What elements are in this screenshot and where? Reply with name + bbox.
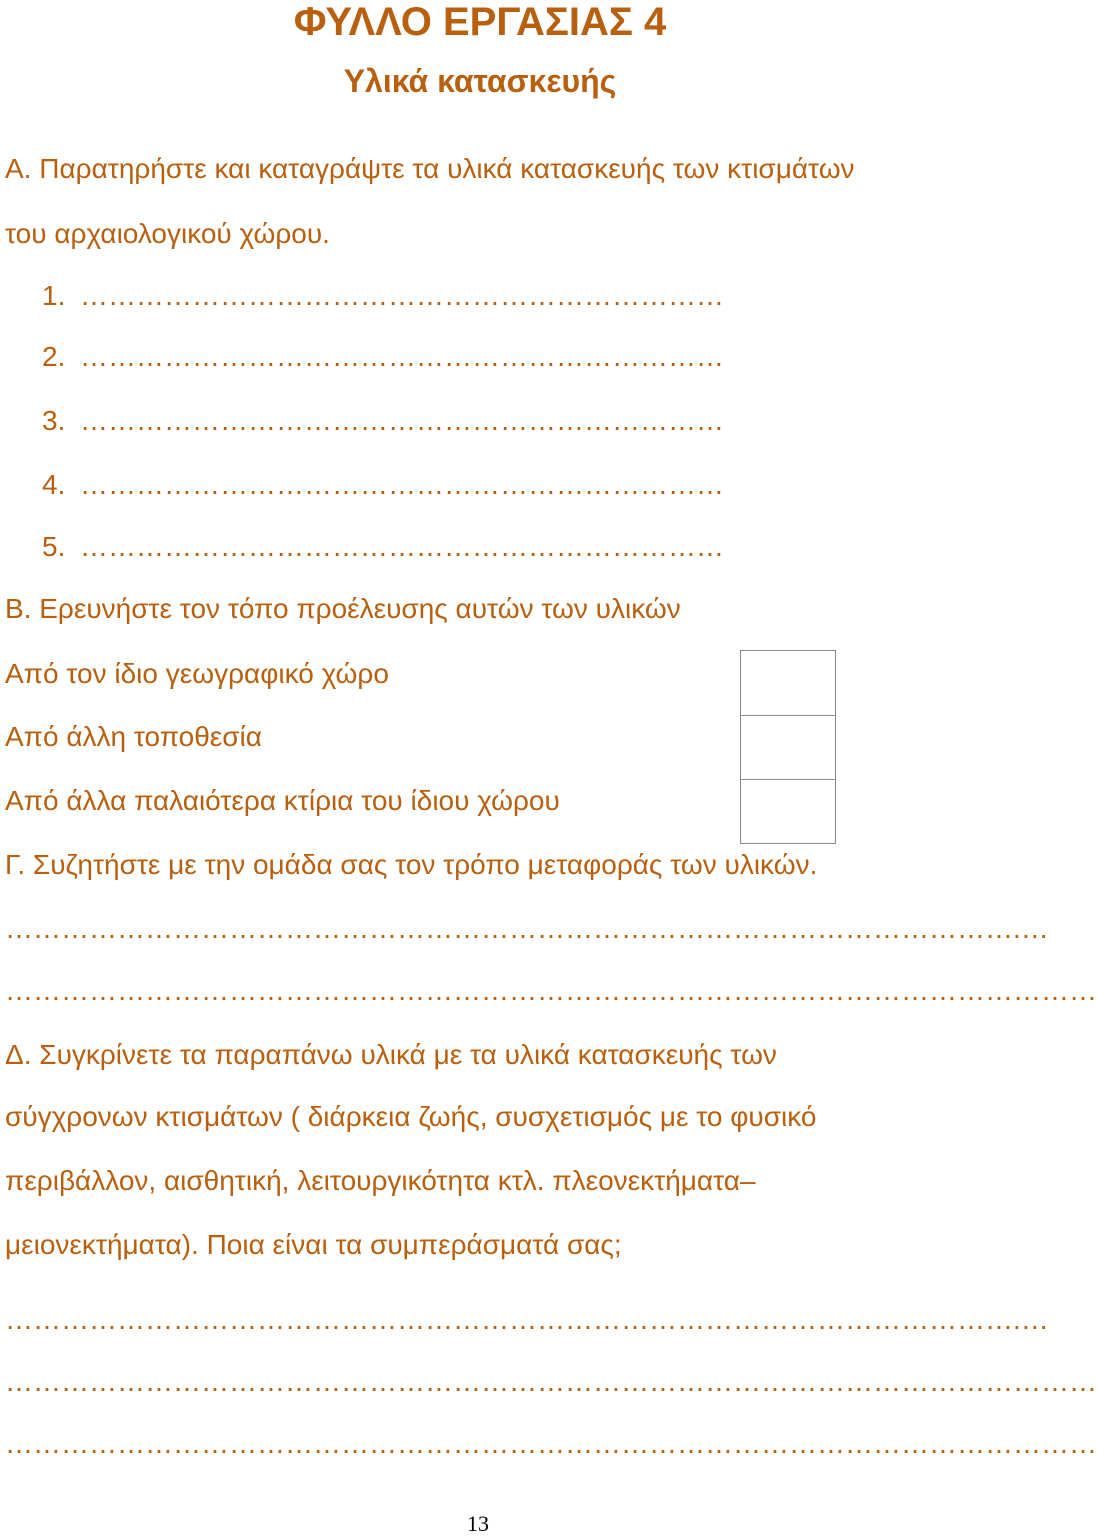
answer-box-other-location xyxy=(741,715,835,779)
answer-box-same-area xyxy=(741,651,835,715)
section-a-list-item xyxy=(42,279,724,313)
section-a-heading-line-2: του αρχαιολογικού χώρου. xyxy=(5,218,330,249)
section-a-list-item xyxy=(42,404,724,438)
section-b-option-other-location: Από άλλη τοποθεσία xyxy=(5,721,262,752)
answer-blank: …………………………………………………………… xyxy=(80,341,724,372)
worksheet-subtitle: Υλικά κατασκευής xyxy=(343,63,617,99)
section-a-list-item xyxy=(42,340,724,374)
answer-blank-line: ……………………………………………………………………………………………….… xyxy=(5,913,1049,944)
answer-blank: …………………………………………………………… xyxy=(80,531,724,562)
worksheet-title: ΦΥΛΛΟ ΕΡΓΑΣΙΑΣ 4 xyxy=(293,0,667,44)
section-d-text-line-2: σύγχρονων κτισμάτων ( διάρκεια ζωής, συσχετισμός με το φυσικό xyxy=(5,1101,817,1132)
answer-blank-line: ……………………………………………………………………………………………………… xyxy=(5,975,1097,1006)
section-d-text-line-3: περιβάλλον, αισθητική, λειτουργικότητα κτλ. πλεονεκτήματα– xyxy=(5,1165,756,1196)
list-item-number: 3. xyxy=(42,405,66,436)
section-b-option-same-area: Από τον ίδιο γεωγραφικό χώρο xyxy=(5,658,389,689)
answer-blank-line: ……………………………………………………………………………………………….… xyxy=(5,1304,1049,1335)
answer-blank-line: ……………………………………………………………………………………………………… xyxy=(5,1428,1097,1459)
section-a-heading-line-1: Α. Παρατηρήστε και καταγράψτε τα υλικά κατασκευής των κτισμάτων xyxy=(5,153,855,184)
answer-blank: …………………………………………………………… xyxy=(80,280,724,311)
answer-boxes xyxy=(740,650,836,844)
section-a-list-item xyxy=(42,530,724,564)
section-a-list-item xyxy=(42,468,724,502)
section-d-text-line-4: μειονεκτήματα). Ποια είναι τα συμπεράσματά σας; xyxy=(5,1229,622,1260)
section-d-text-line-1: Δ. Συγκρίνετε τα παραπάνω υλικά με τα υλικά κατασκευής των xyxy=(5,1039,777,1070)
answer-blank: …………………………………………………………… xyxy=(80,405,724,436)
section-b-heading: Β. Ερευνήστε τον τόπο προέλευσης αυτών των υλικών xyxy=(5,593,681,624)
list-item-number: 5. xyxy=(42,531,66,562)
answer-box-older-buildings xyxy=(741,779,835,843)
page-number: 13 xyxy=(467,1511,489,1536)
answer-blank-line: ……………………………………………………………………………………………………… xyxy=(5,1366,1097,1397)
section-b-option-older-buildings: Από άλλα παλαιότερα κτίρια του ίδιου χώρου xyxy=(5,785,560,816)
answer-blank: …………………………………………………………… xyxy=(80,469,724,500)
list-item-number: 2. xyxy=(42,341,66,372)
section-c-heading: Γ. Συζητήστε με την ομάδα σας τον τρόπο μεταφοράς των υλικών. xyxy=(5,849,818,880)
list-item-number: 1. xyxy=(42,280,66,311)
list-item-number: 4. xyxy=(42,469,66,500)
